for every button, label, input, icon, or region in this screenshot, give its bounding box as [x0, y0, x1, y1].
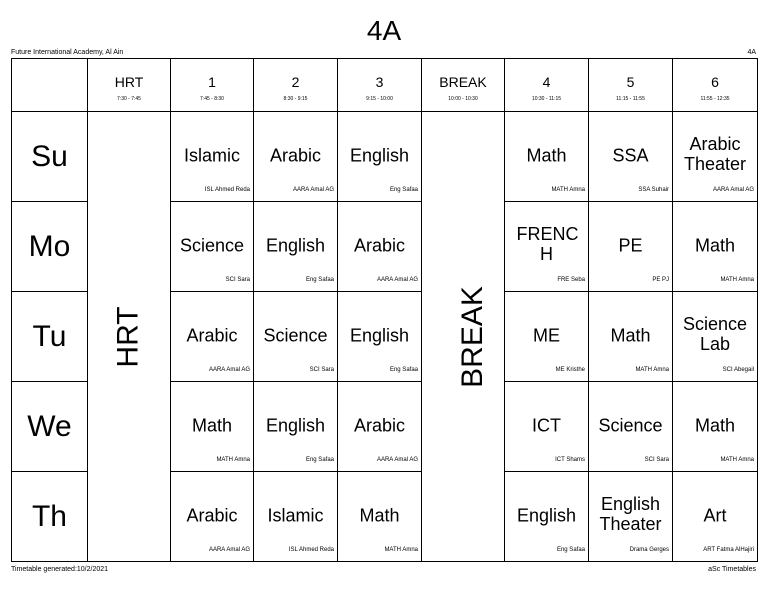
lesson-cell: [254, 202, 338, 292]
lesson-subject: Science: [179, 234, 245, 255]
timetable-title: 4A: [366, 15, 402, 46]
lesson-subject: Art: [703, 504, 727, 525]
lesson-subject: Arabic: [269, 144, 322, 165]
lesson-cell: [589, 202, 673, 292]
generated-date: Timetable generated:10/2/2021: [11, 566, 109, 573]
lesson-teacher: AARA Amal AG: [376, 457, 418, 463]
lesson-teacher: PE PJ: [652, 277, 669, 283]
lesson-teacher: AARA Amal AG: [208, 547, 250, 553]
lesson-teacher: SSA Suhair: [638, 187, 669, 193]
lesson-cell: [171, 202, 254, 292]
lesson-teacher: Eng Safaa: [556, 547, 585, 553]
lesson-subject: Math: [610, 324, 651, 345]
lesson-teacher: MATH Amna: [635, 367, 669, 373]
period-name: 4: [542, 74, 551, 90]
day-label: We: [12, 382, 88, 472]
lesson-subject: Islamic: [183, 144, 240, 165]
lesson-cell: [505, 112, 589, 202]
timetable-grid: [11, 58, 758, 562]
lesson-cell: [254, 382, 338, 472]
lesson-subject: Arabic: [186, 324, 238, 345]
lesson-subject: English: [349, 144, 410, 165]
lesson-teacher: ME Kristhe: [555, 367, 585, 373]
period-header: [338, 59, 422, 112]
period-header: [254, 59, 338, 112]
lesson-cell: [254, 292, 338, 382]
period-name: 1: [208, 74, 216, 90]
hrt-column: [88, 112, 171, 562]
lesson-subject: English: [265, 414, 326, 435]
lesson-teacher: ISL Ahmed Reda: [288, 547, 334, 553]
lesson-cell: [505, 202, 589, 292]
lesson-teacher: AARA Amal AG: [712, 187, 754, 193]
lesson-teacher: Eng Safaa: [305, 457, 334, 463]
lesson-teacher: SCI Sara: [225, 277, 250, 283]
lesson-subject: Math: [359, 504, 400, 525]
lesson-subject: Math: [694, 414, 736, 435]
lesson-cell: [589, 112, 673, 202]
lesson-teacher: SCI Sara: [644, 457, 669, 463]
lesson-cell: [171, 292, 254, 382]
school-name: Future International Academy, Al Ain: [11, 49, 124, 56]
period-header: [589, 59, 673, 112]
lesson-teacher: FRE Seba: [557, 277, 585, 283]
lesson-cell: [338, 202, 422, 292]
lesson-subject: Science Lab: [682, 313, 748, 354]
lesson-cell: [505, 382, 589, 472]
period-name: HRT: [114, 74, 144, 90]
lesson-cell: [254, 472, 338, 562]
period-time: 11:15 - 11:55: [616, 96, 645, 102]
lesson-teacher: AARA Amal AG: [208, 367, 250, 373]
lesson-teacher: SCI Sara: [309, 367, 334, 373]
period-time: 11:55 - 12:35: [700, 96, 730, 102]
corner-cell: [12, 59, 88, 112]
lesson-subject: Math: [694, 234, 736, 255]
lesson-cell: [673, 472, 758, 562]
lesson-subject: FRENC H: [516, 223, 579, 264]
period-name: 6: [711, 74, 719, 90]
lesson-teacher: Eng Safaa: [389, 367, 418, 373]
break-label: BREAK: [455, 285, 489, 388]
lesson-teacher: MATH Amna: [720, 277, 754, 283]
period-time: 10:00 - 10:30: [448, 96, 478, 102]
lesson-cell: [171, 382, 254, 472]
lesson-cell: [338, 382, 422, 472]
lesson-subject: SSA: [612, 144, 649, 165]
lesson-cell: [673, 112, 758, 202]
period-header: [505, 59, 589, 112]
lesson-teacher: Eng Safaa: [389, 187, 418, 193]
lesson-cell: [673, 292, 758, 382]
lesson-cell: [338, 112, 422, 202]
lesson-subject: Science: [263, 324, 328, 345]
day-label: Mo: [12, 202, 88, 292]
break-column: [422, 112, 505, 562]
period-time: 7:30 - 7:45: [117, 96, 141, 102]
lesson-cell: [589, 382, 673, 472]
lesson-cell: [589, 472, 673, 562]
lesson-cell: [171, 472, 254, 562]
period-name: BREAK: [439, 74, 487, 90]
lesson-teacher: AARA Amal AG: [292, 187, 334, 193]
period-name: 5: [626, 74, 635, 90]
day-label: Tu: [12, 292, 88, 382]
day-label: Su: [12, 112, 88, 202]
lesson-cell: [589, 292, 673, 382]
lesson-teacher: ISL Ahmed Reda: [204, 187, 250, 193]
period-header: [422, 59, 505, 112]
period-name: 2: [291, 74, 300, 90]
period-time: 9:15 - 10:00: [366, 96, 393, 102]
lesson-teacher: MATH Amna: [551, 187, 585, 193]
software-credit: aSc Timetables: [708, 566, 756, 573]
hrt-label: HRT: [112, 305, 145, 368]
lesson-subject: Arabic: [186, 504, 238, 525]
lesson-subject: Islamic: [267, 504, 324, 525]
lesson-cell: [254, 112, 338, 202]
period-header: [171, 59, 254, 112]
lesson-cell: [505, 472, 589, 562]
lesson-cell: [171, 112, 254, 202]
lesson-subject: Math: [191, 414, 233, 435]
lesson-teacher: MATH Amna: [720, 457, 754, 463]
lesson-subject: Science: [598, 414, 663, 435]
lesson-subject: English: [516, 504, 577, 525]
lesson-subject: Arabic: [353, 234, 406, 255]
period-time: 10:30 - 11:15: [531, 96, 562, 102]
period-time: 7:45 - 8:30: [200, 96, 224, 102]
day-label: Th: [12, 472, 88, 562]
lesson-teacher: MATH Amna: [384, 547, 418, 553]
lesson-cell: [673, 382, 758, 472]
lesson-subject: ME: [533, 324, 560, 345]
period-time: 8:30 - 9:15: [283, 96, 308, 102]
period-name: 3: [375, 74, 384, 90]
lesson-subject: Arabic: [353, 414, 406, 435]
period-header: [88, 59, 171, 112]
lesson-subject: ICT: [532, 414, 561, 435]
lesson-subject: English: [265, 234, 326, 255]
class-code: 4A: [747, 49, 756, 56]
lesson-subject: English: [349, 324, 410, 345]
lesson-subject: Arabic Theater: [683, 133, 747, 174]
lesson-teacher: SCI Abegail: [722, 367, 754, 373]
period-header: [673, 59, 758, 112]
day-row: [12, 112, 758, 202]
lesson-subject: Math: [526, 144, 567, 165]
lesson-teacher: Drama Gerges: [629, 547, 669, 553]
period-header-row: [12, 59, 758, 112]
lesson-subject: PE: [618, 234, 643, 255]
lesson-teacher: Eng Safaa: [305, 277, 334, 283]
lesson-subject: English Theater: [599, 493, 662, 534]
lesson-teacher: ICT Shams: [555, 457, 585, 463]
lesson-teacher: AARA Amal AG: [376, 277, 418, 283]
lesson-teacher: ART Fatma AlHajiri: [703, 547, 754, 553]
lesson-cell: [505, 292, 589, 382]
lesson-cell: [338, 472, 422, 562]
lesson-teacher: MATH Amna: [216, 457, 250, 463]
lesson-cell: [338, 292, 422, 382]
lesson-cell: [673, 202, 758, 292]
